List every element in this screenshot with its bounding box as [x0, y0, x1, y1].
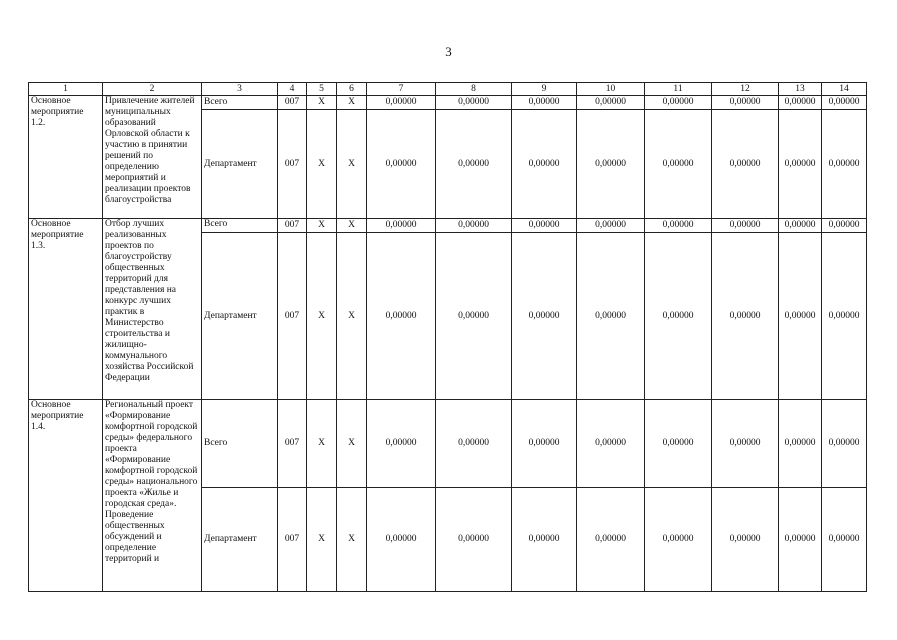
value-cell: X	[337, 400, 367, 488]
value-cell: 0,00000	[712, 96, 779, 110]
value-cell: X	[337, 96, 367, 110]
value-cell: 0,00000	[512, 110, 577, 219]
value-cell: 0,00000	[367, 400, 436, 488]
page-number: 3	[445, 44, 452, 59]
value-cell: 007	[278, 96, 307, 110]
value-cell: 0,00000	[712, 400, 779, 488]
column-header: 10	[577, 83, 645, 96]
value-cell: 0,00000	[577, 96, 645, 110]
budget-table	[28, 82, 867, 592]
value-cell: 0,00000	[512, 96, 577, 110]
value-cell: 0,00000	[645, 233, 712, 400]
table-row	[29, 96, 867, 110]
value-cell: 0,00000	[367, 219, 436, 233]
value-cell: 0,00000	[645, 110, 712, 219]
value-cell: X	[307, 233, 337, 400]
value-cell: X	[307, 96, 337, 110]
value-cell: 0,00000	[367, 233, 436, 400]
value-cell: 0,00000	[822, 219, 867, 233]
value-cell: 0,00000	[577, 233, 645, 400]
value-cell: 0,00000	[436, 233, 512, 400]
column-header: 12	[712, 83, 779, 96]
value-cell: 0,00000	[712, 233, 779, 400]
value-cell: 0,00000	[367, 110, 436, 219]
value-cell: X	[307, 219, 337, 233]
source-cell: Департамент	[202, 488, 278, 592]
value-cell: 0,00000	[577, 488, 645, 592]
source-cell: Всего	[202, 219, 278, 233]
column-header: 4	[278, 83, 307, 96]
column-header: 8	[436, 83, 512, 96]
value-cell: 0,00000	[712, 219, 779, 233]
column-header: 9	[512, 83, 577, 96]
value-cell: 0,00000	[779, 233, 822, 400]
value-cell: 0,00000	[822, 110, 867, 219]
value-cell: 0,00000	[712, 488, 779, 592]
table-row	[29, 400, 867, 488]
value-cell: X	[307, 400, 337, 488]
value-cell: 007	[278, 219, 307, 233]
value-cell: X	[307, 110, 337, 219]
measure-name-cell: Основное мероприятие 1.2.	[29, 96, 103, 219]
measure-description-cell: Региональный проект «Формирование комфортной городской среды» федерального проекта «Формирование комфортной городской среды» национального проекта «Жилье и городская среда». Проведение общественных обсуждений и определение территорий и	[103, 400, 202, 592]
value-cell: 0,00000	[367, 488, 436, 592]
value-cell: 007	[278, 400, 307, 488]
column-header: 14	[822, 83, 867, 96]
column-header: 13	[779, 83, 822, 96]
value-cell: 0,00000	[512, 400, 577, 488]
table-row	[29, 219, 867, 233]
value-cell: X	[337, 233, 367, 400]
column-header: 1	[29, 83, 103, 96]
value-cell: 0,00000	[512, 488, 577, 592]
measure-name-cell: Основное мероприятие 1.4.	[29, 400, 103, 592]
value-cell: 0,00000	[645, 219, 712, 233]
value-cell: 0,00000	[822, 96, 867, 110]
value-cell: 0,00000	[367, 96, 436, 110]
column-header: 6	[337, 83, 367, 96]
source-cell: Всего	[202, 400, 278, 488]
value-cell: 0,00000	[512, 219, 577, 233]
value-cell: 0,00000	[645, 400, 712, 488]
column-header: 2	[103, 83, 202, 96]
value-cell: 0,00000	[436, 110, 512, 219]
value-cell: 0,00000	[822, 233, 867, 400]
column-header: 11	[645, 83, 712, 96]
header-row	[29, 83, 867, 96]
value-cell: 0,00000	[645, 96, 712, 110]
value-cell: 0,00000	[822, 400, 867, 488]
measure-description-cell: Отбор лучших реализованных проектов по благоустройству общественных территорий для представления на конкурс лучших практик в Министерство строительства и жилищно-коммунального хозяйства Российской Федерации	[103, 219, 202, 400]
value-cell: 007	[278, 110, 307, 219]
value-cell: 0,00000	[779, 96, 822, 110]
value-cell: 0,00000	[436, 400, 512, 488]
measure-name-cell: Основное мероприятие 1.3.	[29, 219, 103, 400]
value-cell: 007	[278, 488, 307, 592]
measure-description-cell: Привлечение жителей муниципальных образований Орловской области к участию в принятии решений по определению мероприятий и реализации проектов благоустройства	[103, 96, 202, 219]
value-cell: 0,00000	[436, 488, 512, 592]
value-cell: 0,00000	[779, 110, 822, 219]
value-cell: 0,00000	[779, 488, 822, 592]
value-cell: 0,00000	[577, 400, 645, 488]
value-cell: 0,00000	[577, 219, 645, 233]
column-header: 3	[202, 83, 278, 96]
value-cell: 0,00000	[712, 110, 779, 219]
column-header: 5	[307, 83, 337, 96]
source-cell: Всего	[202, 96, 278, 110]
value-cell: 0,00000	[645, 488, 712, 592]
value-cell: 0,00000	[779, 219, 822, 233]
value-cell: 0,00000	[436, 96, 512, 110]
column-header: 7	[367, 83, 436, 96]
source-cell: Департамент	[202, 233, 278, 400]
value-cell: 0,00000	[577, 110, 645, 219]
value-cell: 007	[278, 233, 307, 400]
value-cell: X	[337, 110, 367, 219]
value-cell: 0,00000	[512, 233, 577, 400]
value-cell: X	[307, 488, 337, 592]
value-cell: 0,00000	[436, 219, 512, 233]
value-cell: 0,00000	[779, 400, 822, 488]
value-cell: X	[337, 488, 367, 592]
value-cell: 0,00000	[822, 488, 867, 592]
source-cell: Департамент	[202, 110, 278, 219]
value-cell: X	[337, 219, 367, 233]
